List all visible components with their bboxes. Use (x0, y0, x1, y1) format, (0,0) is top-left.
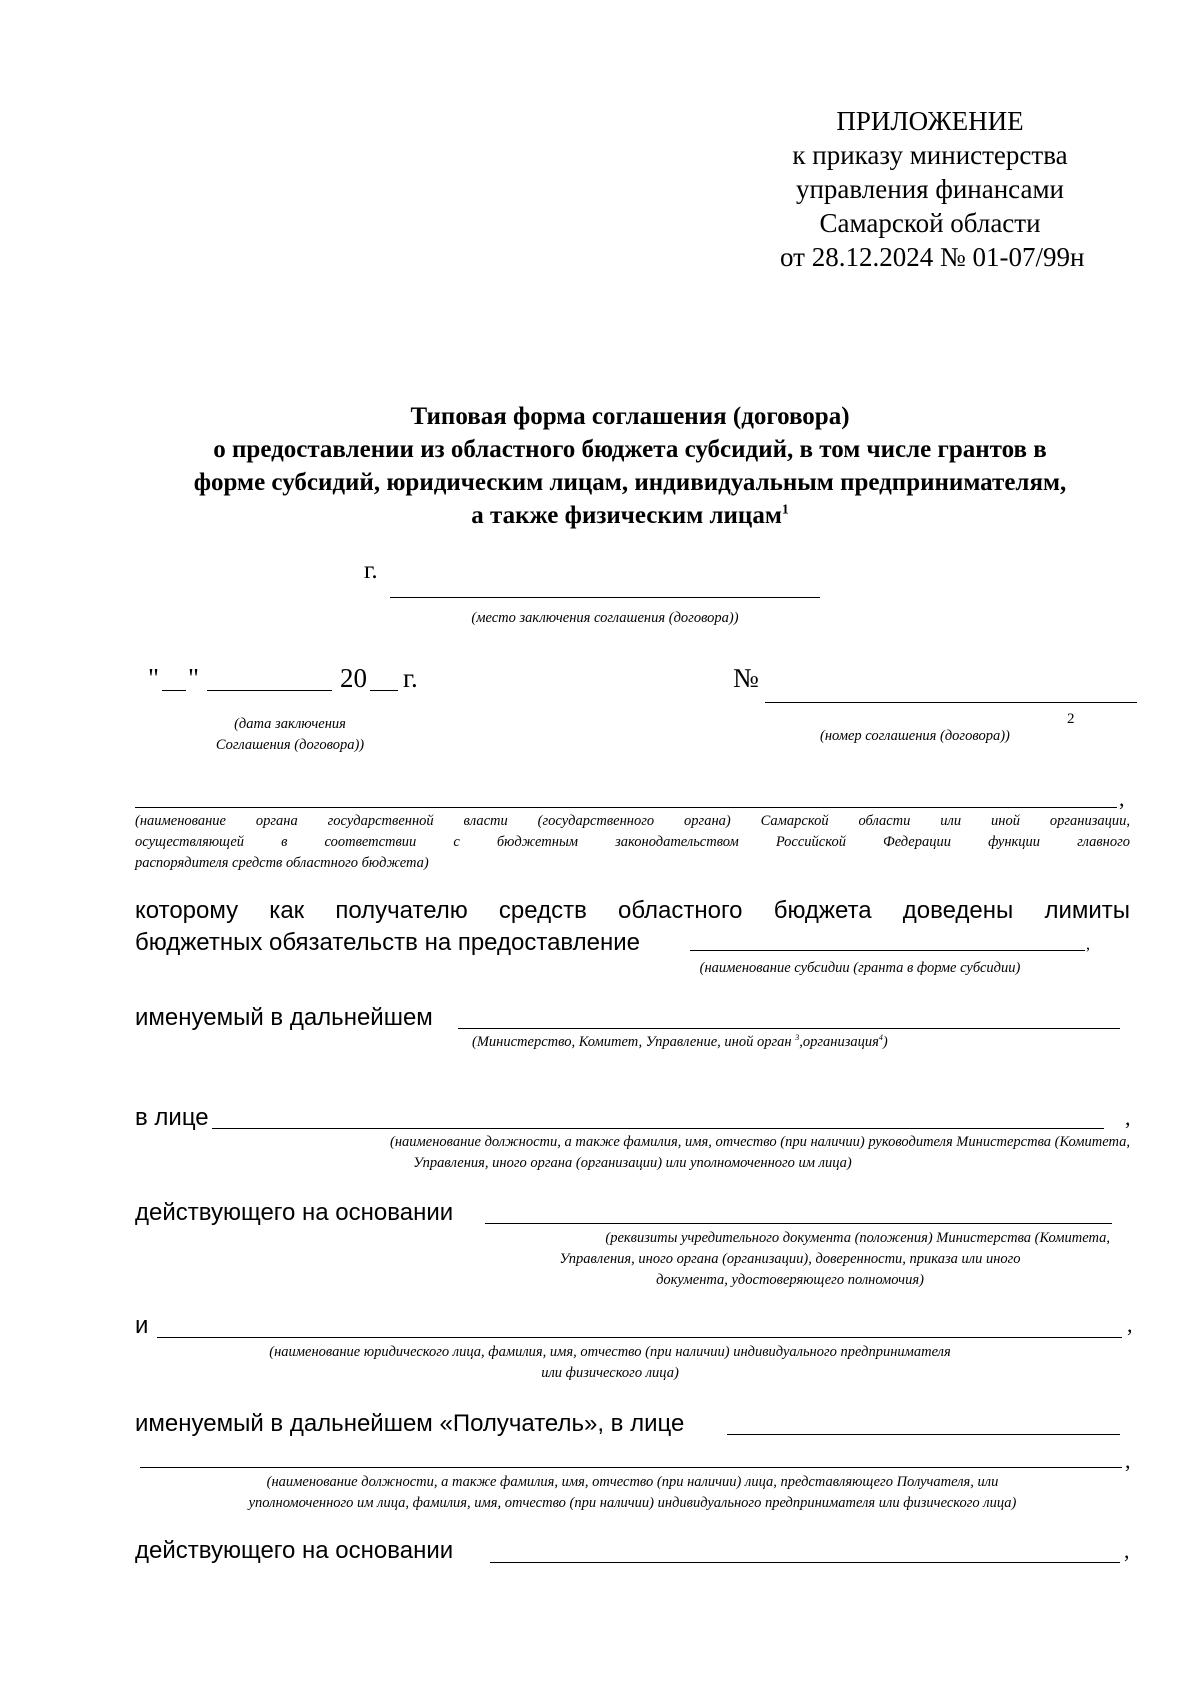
limits-text: бюджетных обязательств на предоставление (135, 929, 640, 956)
title-line: форме субсидий, юридическим лицам, индивидуальным предпринимателям, (193, 469, 1067, 496)
named-caption-text: (Министерство, Комитет, Управление, иной орган (472, 1034, 792, 1050)
date-caption-line: Соглашения (договора)) (215, 737, 365, 753)
place-prefix: г. (364, 557, 378, 584)
representative-caption-line: уполномоченного им лица, фамилия, имя, отчество (при наличии) индивидуального предпринимателя или физического лица) (248, 1495, 1017, 1511)
named-caption-text: ,организация (799, 1034, 879, 1050)
representative-caption (135, 1472, 1130, 1514)
footnote-marker: 1 (781, 501, 789, 517)
recipient-caption-line: (наименование юридического лица, фамилия, имя, отчество (при наличии) индивидуального предпринимателя (269, 1344, 951, 1360)
recipient-name-field[interactable] (157, 1337, 1122, 1338)
comma: , (1125, 1105, 1131, 1130)
agreement-number-field[interactable] (765, 702, 1137, 703)
date-year-suffix: г. (403, 663, 418, 693)
representative-caption-line: (наименование должности, а также фамилия, имя, отчество (при наличии) лица, представляющего Получателя, или (266, 1474, 999, 1490)
comma: , (1086, 936, 1090, 953)
title-line: Типовая форма соглашения (договора) (410, 403, 850, 430)
recipient-text: именуемый в дальнейшем «Получатель», в лице (135, 1410, 685, 1437)
authority-caption-line: (наименование органа государственной власти (государственного органа) Самарской области или иной организации, (135, 813, 1130, 829)
named-text: именуемый в дальнейшем (135, 1004, 433, 1031)
number-sign: № (733, 663, 759, 693)
named-as-field[interactable] (458, 1028, 1120, 1029)
representative-field[interactable] (727, 1434, 1120, 1435)
named-caption (472, 1032, 888, 1053)
appendix-line: Самарской области (819, 208, 1041, 238)
date-quote-close: " (188, 663, 200, 693)
basis-caption (470, 1228, 1110, 1291)
recipient-caption-line: или физического лица) (541, 1365, 679, 1381)
date-year-field[interactable] (370, 690, 398, 691)
footnote-marker: 2 (1067, 711, 1075, 727)
date-month-field[interactable] (207, 690, 332, 691)
recipient-caption (150, 1342, 1070, 1384)
footnote-marker: 3 (795, 1033, 800, 1043)
person-caption (135, 1132, 1130, 1174)
appendix-header (780, 104, 1085, 274)
appendix-line: к приказу министерства (792, 140, 1068, 170)
authority-caption-line: осуществляющей в соответствии с бюджетным законодательством Российской Федерации функции главного (135, 834, 1130, 850)
date-caption (180, 714, 400, 756)
person-caption-line: (наименование должности, а также фамилия, имя, отчество (при наличии) руководителя Министерства (Комитета, (389, 1134, 1130, 1150)
person-field[interactable] (212, 1128, 1104, 1129)
title-line: о предоставлении из областного бюджета субсидий, в том числе грантов в (213, 436, 1047, 463)
title-line-text: а также физическим лицам (471, 502, 782, 529)
appendix-line: управления финансами (795, 174, 1064, 204)
date-caption-line: (дата заключения (234, 716, 346, 732)
limits-text: которому как получателю средств областного бюджета доведены лимиты (135, 897, 1130, 924)
date-year-prefix: 20 (340, 663, 367, 693)
person-text: в лице (135, 1104, 209, 1131)
place-field[interactable] (390, 597, 820, 598)
comma: , (1127, 1312, 1133, 1337)
authority-name-field[interactable] (135, 807, 1117, 808)
place-caption: (место заключения соглашения (договора)) (471, 610, 739, 626)
basis-text: действующего на основании (135, 1537, 454, 1564)
appendix-order-number: от 28.12.2024 № 01-07/99н (780, 242, 1085, 272)
comma: , (1125, 1448, 1131, 1473)
subsidy-name-field[interactable] (690, 950, 1085, 951)
comma: , (1124, 1538, 1130, 1563)
number-caption: (номер соглашения (договора)) (820, 728, 1010, 744)
basis-field[interactable] (485, 1223, 1112, 1224)
recipient-basis-field[interactable] (490, 1562, 1120, 1563)
named-caption-text: ) (882, 1034, 888, 1050)
authority-caption-line: распорядителя средств областного бюджета) (135, 855, 429, 871)
basis-caption-line: документа, удостоверяющего полномочия) (656, 1272, 924, 1288)
authority-caption (135, 811, 1130, 874)
subsidy-caption: (наименование субсидии (гранта в форме субсидии) (699, 960, 1021, 976)
date-day-field[interactable] (162, 690, 186, 691)
basis-caption-line: Управления, иного органа (организации), доверенности, приказа или иного (559, 1251, 1021, 1267)
basis-caption-line: (реквизиты учредительного документа (положения) Министерства (Комитета, (605, 1230, 1110, 1246)
document-title (120, 400, 1140, 532)
and-text: и (135, 1312, 149, 1339)
date-quote-open: " (148, 663, 160, 693)
comma: , (1119, 786, 1125, 811)
footnote-marker: 4 (878, 1033, 883, 1043)
person-caption-line: Управления, иного органа (организации) или уполномоченного им лица) (413, 1155, 852, 1171)
basis-text: действующего на основании (135, 1199, 454, 1226)
representative-field-continued[interactable] (140, 1467, 1122, 1468)
appendix-title: ПРИЛОЖЕНИЕ (836, 106, 1024, 136)
title-line (120, 499, 1140, 532)
